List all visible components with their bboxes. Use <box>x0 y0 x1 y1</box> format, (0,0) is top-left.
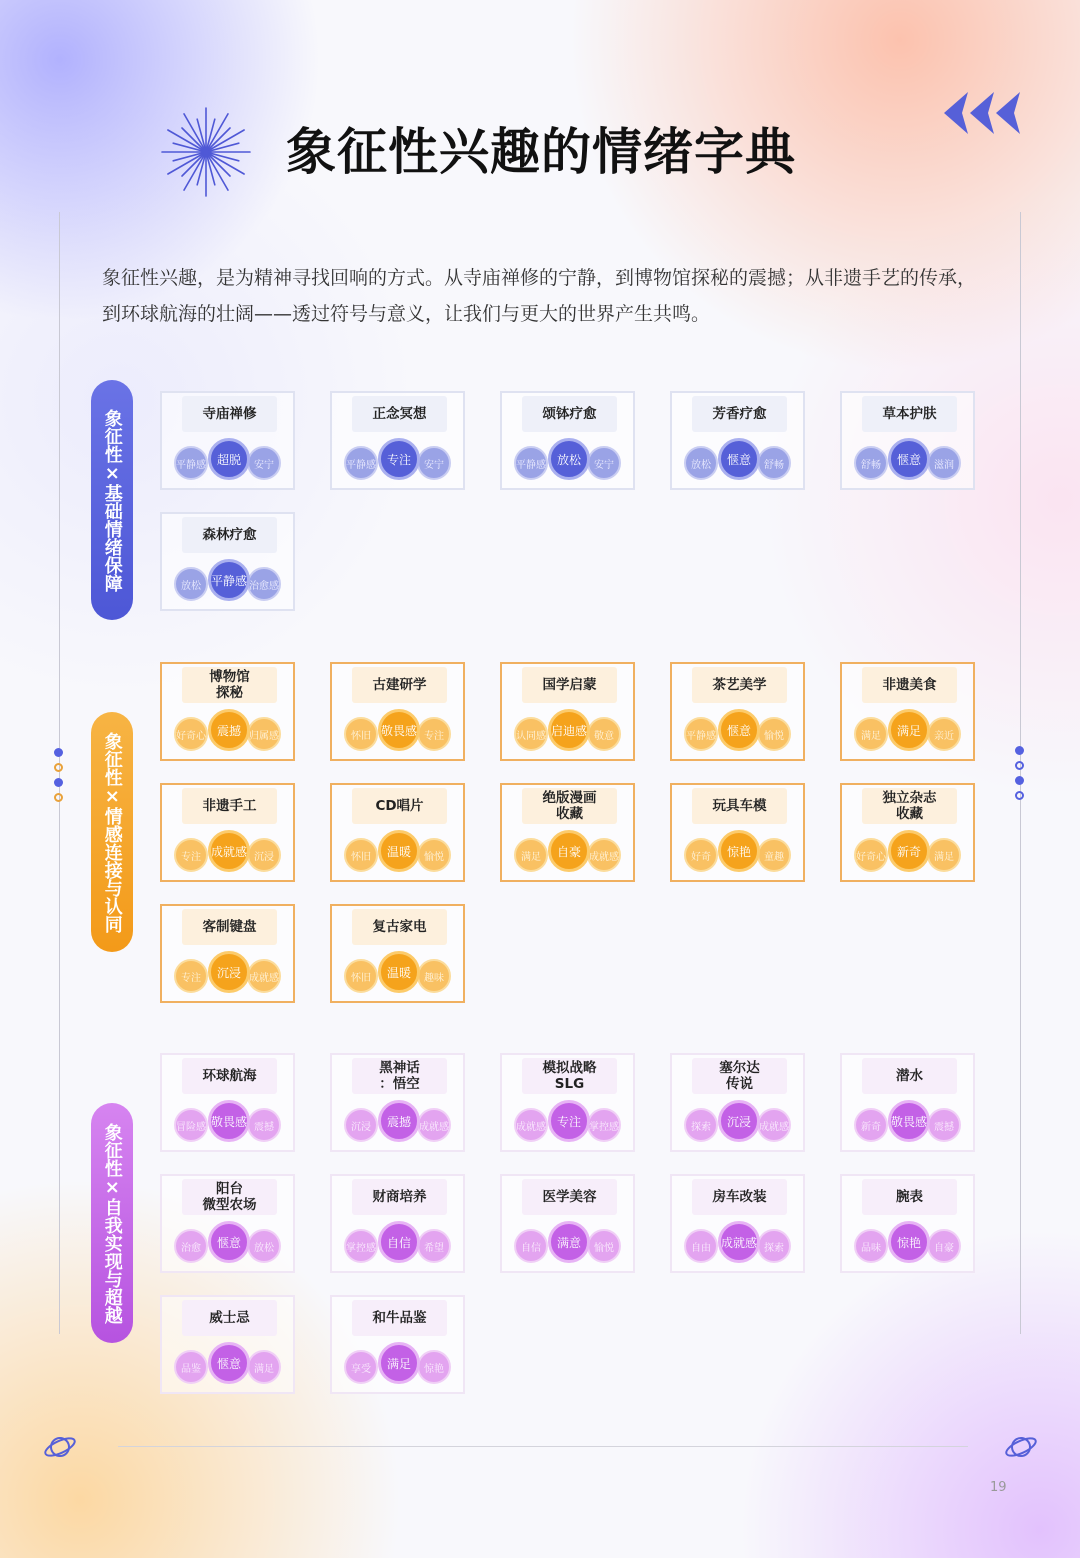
emotion-bubble-left: 平静感 <box>174 446 208 480</box>
emotion-bubble-left: 自信 <box>514 1229 548 1263</box>
interest-card <box>670 662 805 761</box>
card-title: 房车改装 <box>692 1179 787 1215</box>
emotion-bubble-main: 敬畏感 <box>888 1100 930 1142</box>
emotion-bubble-left: 怀旧 <box>344 838 378 872</box>
interest-card <box>160 1053 295 1152</box>
interest-card <box>160 512 295 611</box>
interest-card <box>500 1174 635 1273</box>
emotion-bubble-right: 震撼 <box>247 1108 281 1142</box>
emotion-bubble-right: 沉浸 <box>247 838 281 872</box>
interest-card <box>160 783 295 882</box>
emotion-bubble-left: 平静感 <box>344 446 378 480</box>
interest-card <box>330 391 465 490</box>
emotion-bubble-left: 探索 <box>684 1108 718 1142</box>
emotion-bubble-right: 童趣 <box>757 838 791 872</box>
emotion-bubble-main: 自信 <box>378 1221 420 1263</box>
emotion-bubble-left: 平静感 <box>514 446 548 480</box>
emotion-bubble-main: 惬意 <box>718 709 760 751</box>
card-title: 森林疗愈 <box>182 517 277 553</box>
interest-card <box>840 783 975 882</box>
emotion-bubble-right: 成就感 <box>757 1108 791 1142</box>
page-number: 19 <box>990 1480 1007 1495</box>
emotion-bubble-right: 希望 <box>417 1229 451 1263</box>
emotion-bubble-main: 放松 <box>548 438 590 480</box>
card-title: 潜水 <box>862 1058 957 1094</box>
interest-card <box>670 1174 805 1273</box>
card-title: 非遗手工 <box>182 788 277 824</box>
emotion-bubble-right: 震撼 <box>927 1108 961 1142</box>
interest-card <box>840 662 975 761</box>
emotion-bubble-left: 满足 <box>514 838 548 872</box>
emotion-bubble-main: 新奇 <box>888 830 930 872</box>
emotion-bubble-right: 成就感 <box>247 959 281 993</box>
emotion-bubble-main: 满足 <box>888 709 930 751</box>
emotion-bubble-left: 平静感 <box>684 717 718 751</box>
intro-paragraph: 象征性兴趣，是为精神寻找回响的方式。从寺庙禅修的宁静，到博物馆探秘的震撼；从非遗手艺的传承，到环球航海的壮阔——透过符号与意义，让我们与更大的世界产生共鸣。 <box>102 267 977 325</box>
card-title: 绝版漫画 收藏 <box>522 788 617 824</box>
emotion-bubble-left: 专注 <box>174 838 208 872</box>
emotion-bubble-left: 舒畅 <box>854 446 888 480</box>
card-title: 阳台 微型农场 <box>182 1179 277 1215</box>
emotion-bubble-left: 新奇 <box>854 1108 888 1142</box>
emotion-bubble-right: 舒畅 <box>757 446 791 480</box>
card-title: 腕表 <box>862 1179 957 1215</box>
interest-card <box>500 1053 635 1152</box>
emotion-bubble-right: 治愈感 <box>247 567 281 601</box>
card-title: 古建研学 <box>352 667 447 703</box>
interest-card <box>160 904 295 1003</box>
card-title: 非遗美食 <box>862 667 957 703</box>
emotion-bubble-main: 满足 <box>378 1342 420 1384</box>
emotion-bubble-left: 沉浸 <box>344 1108 378 1142</box>
card-title: 威士忌 <box>182 1300 277 1336</box>
emotion-bubble-main: 敬畏感 <box>208 1100 250 1142</box>
card-title: 模拟战略 SLG <box>522 1058 617 1094</box>
emotion-bubble-main: 沉浸 <box>718 1100 760 1142</box>
emotion-bubble-main: 自豪 <box>548 830 590 872</box>
emotion-bubble-left: 好奇 <box>684 838 718 872</box>
emotion-bubble-right: 满足 <box>247 1350 281 1384</box>
emotion-bubble-main: 超脱 <box>208 438 250 480</box>
emotion-bubble-main: 敬畏感 <box>378 709 420 751</box>
interest-card <box>330 1295 465 1394</box>
section-label-emotional-connection: 象征性×情感连接与认同 <box>91 712 133 952</box>
emotion-bubble-main: 惬意 <box>208 1221 250 1263</box>
emotion-bubble-right: 滋润 <box>927 446 961 480</box>
emotion-bubble-main: 震撼 <box>378 1100 420 1142</box>
card-title: 正念冥想 <box>352 396 447 432</box>
emotion-bubble-right: 安宁 <box>417 446 451 480</box>
emotion-bubble-right: 归属感 <box>247 717 281 751</box>
interest-card <box>840 391 975 490</box>
card-title: 独立杂志 收藏 <box>862 788 957 824</box>
emotion-bubble-right: 成就感 <box>587 838 621 872</box>
interest-card <box>330 904 465 1003</box>
emotion-bubble-right: 亲近 <box>927 717 961 751</box>
card-title: 博物馆 探秘 <box>182 667 277 703</box>
card-title: 玩具车模 <box>692 788 787 824</box>
emotion-bubble-main: 专注 <box>378 438 420 480</box>
interest-card <box>500 662 635 761</box>
emotion-bubble-right: 探索 <box>757 1229 791 1263</box>
emotion-bubble-right: 成就感 <box>417 1108 451 1142</box>
interest-card <box>330 783 465 882</box>
emotion-bubble-left: 成就感 <box>514 1108 548 1142</box>
interest-card <box>160 662 295 761</box>
section-label-self-actualization: 象征性×自我实现与超越 <box>91 1103 133 1343</box>
emotion-bubble-left: 好奇心 <box>174 717 208 751</box>
emotion-bubble-main: 惊艳 <box>888 1221 930 1263</box>
card-title: 黑神话 ：悟空 <box>352 1058 447 1094</box>
rewind-arrows-icon <box>942 90 1024 136</box>
emotion-bubble-left: 冒险感 <box>174 1108 208 1142</box>
emotion-bubble-main: 沉浸 <box>208 951 250 993</box>
emotion-bubble-main: 平静感 <box>208 559 250 601</box>
emotion-bubble-left: 怀旧 <box>344 717 378 751</box>
interest-card <box>500 391 635 490</box>
interest-card <box>160 1174 295 1273</box>
card-title: 颂钵疗愈 <box>522 396 617 432</box>
starburst-icon <box>160 106 252 198</box>
emotion-bubble-right: 自豪 <box>927 1229 961 1263</box>
interest-card <box>330 662 465 761</box>
card-title: CD唱片 <box>352 788 447 824</box>
emotion-bubble-main: 启迪感 <box>548 709 590 751</box>
card-title: 复古家电 <box>352 909 447 945</box>
planet-icon <box>43 1432 77 1462</box>
emotion-bubble-left: 自由 <box>684 1229 718 1263</box>
interest-card <box>500 783 635 882</box>
emotion-bubble-left: 满足 <box>854 717 888 751</box>
emotion-bubble-right: 安宁 <box>587 446 621 480</box>
emotion-bubble-left: 掌控感 <box>344 1229 378 1263</box>
interest-card <box>840 1174 975 1273</box>
emotion-bubble-left: 品鉴 <box>174 1350 208 1384</box>
interest-card <box>670 391 805 490</box>
interest-card <box>330 1174 465 1273</box>
footer-line <box>118 1446 968 1447</box>
interest-card <box>330 1053 465 1152</box>
card-title: 寺庙禅修 <box>182 396 277 432</box>
card-title: 国学启蒙 <box>522 667 617 703</box>
emotion-bubble-main: 惬意 <box>718 438 760 480</box>
left-dots-decoration <box>54 748 66 808</box>
interest-card <box>160 391 295 490</box>
emotion-bubble-right: 愉悦 <box>587 1229 621 1263</box>
emotion-bubble-main: 成就感 <box>208 830 250 872</box>
card-title: 草本护肤 <box>862 396 957 432</box>
card-title: 茶艺美学 <box>692 667 787 703</box>
emotion-bubble-right: 掌控感 <box>587 1108 621 1142</box>
right-dots-decoration <box>1015 746 1027 806</box>
card-title: 环球航海 <box>182 1058 277 1094</box>
emotion-bubble-main: 震撼 <box>208 709 250 751</box>
emotion-bubble-main: 专注 <box>548 1100 590 1142</box>
emotion-bubble-left: 享受 <box>344 1350 378 1384</box>
emotion-bubble-left: 放松 <box>684 446 718 480</box>
card-title: 客制键盘 <box>182 909 277 945</box>
emotion-bubble-main: 满意 <box>548 1221 590 1263</box>
emotion-bubble-right: 趣味 <box>417 959 451 993</box>
emotion-bubble-left: 治愈 <box>174 1229 208 1263</box>
card-title: 财商培养 <box>352 1179 447 1215</box>
emotion-bubble-main: 成就感 <box>718 1221 760 1263</box>
emotion-bubble-right: 愉悦 <box>757 717 791 751</box>
emotion-bubble-left: 怀旧 <box>344 959 378 993</box>
section-label-basic-emotion: 象征性×基础情绪保障 <box>91 380 133 620</box>
interest-card <box>670 1053 805 1152</box>
emotion-bubble-left: 放松 <box>174 567 208 601</box>
planet-icon <box>1004 1432 1038 1462</box>
emotion-bubble-left: 认同感 <box>514 717 548 751</box>
page-title: 象征性兴趣的情绪字典 <box>286 123 796 181</box>
card-title: 医学美容 <box>522 1179 617 1215</box>
emotion-bubble-main: 温暖 <box>378 951 420 993</box>
emotion-bubble-right: 愉悦 <box>417 838 451 872</box>
card-title: 塞尔达 传说 <box>692 1058 787 1094</box>
emotion-bubble-main: 温暖 <box>378 830 420 872</box>
emotion-bubble-right: 满足 <box>927 838 961 872</box>
emotion-bubble-left: 好奇心 <box>854 838 888 872</box>
emotion-bubble-right: 放松 <box>247 1229 281 1263</box>
card-title: 和牛品鉴 <box>352 1300 447 1336</box>
interest-card <box>160 1295 295 1394</box>
emotion-bubble-right: 惊艳 <box>417 1350 451 1384</box>
emotion-bubble-left: 专注 <box>174 959 208 993</box>
emotion-bubble-main: 惬意 <box>208 1342 250 1384</box>
emotion-bubble-left: 品味 <box>854 1229 888 1263</box>
interest-card <box>670 783 805 882</box>
emotion-bubble-right: 安宁 <box>247 446 281 480</box>
emotion-bubble-right: 敬意 <box>587 717 621 751</box>
card-title: 芳香疗愈 <box>692 396 787 432</box>
emotion-bubble-main: 惊艳 <box>718 830 760 872</box>
interest-card <box>840 1053 975 1152</box>
emotion-bubble-right: 专注 <box>417 717 451 751</box>
emotion-bubble-main: 惬意 <box>888 438 930 480</box>
